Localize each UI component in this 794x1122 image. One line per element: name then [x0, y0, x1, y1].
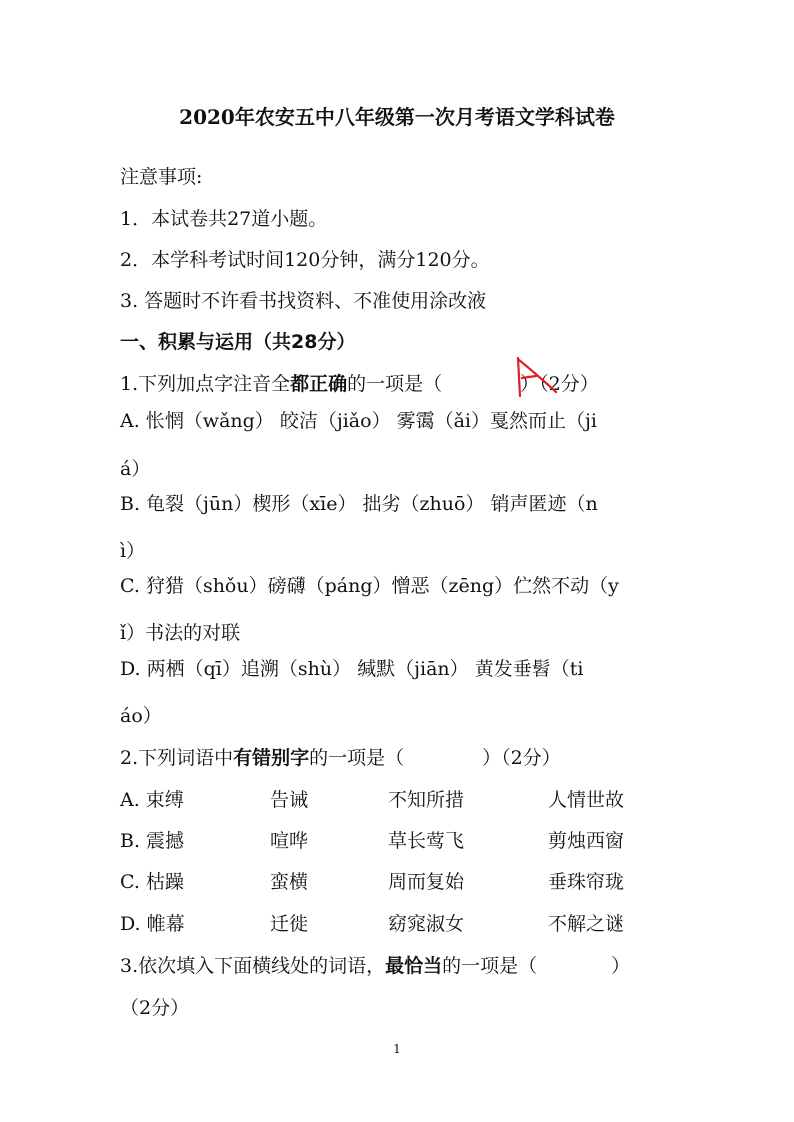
- handwritten-answer-mark: [506, 352, 566, 402]
- q1-option-d-cont: áo）: [120, 705, 162, 727]
- notice-heading: 注意事项:: [120, 166, 203, 188]
- notice-item-3: 3. 答题时不许看书找资料、不准使用涂改液: [120, 290, 487, 312]
- question-1: 1.下列加点字注音全都正确的一项是（ ）（2分）: [120, 373, 599, 395]
- q2-a-1: A. 束缚: [120, 789, 184, 811]
- q2-row-b: [120, 828, 680, 854]
- q1-option-c: C. 狩猎（shǒu）磅礴（páng）憎恶（zēng）伫然不动（y: [120, 575, 619, 597]
- q1-option-b-cont: ì）: [120, 540, 146, 562]
- q2-a-2: 告诫: [270, 789, 309, 811]
- q2-b-4: 剪烛西窗: [548, 830, 625, 852]
- q2-c-1: C. 枯躁: [120, 871, 184, 893]
- q1-option-a-cont: á）: [120, 458, 151, 480]
- q1-option-c-cont: ǐ）书法的对联: [120, 622, 241, 644]
- q2-row-a: [120, 787, 680, 813]
- q2-d-2: 迁徙: [270, 913, 309, 935]
- q2-b-3: 草长莺飞: [388, 830, 465, 852]
- question-3-cont: （2分）: [120, 997, 190, 1019]
- notice-item-1: 1．本试卷共27道小题。: [120, 208, 328, 230]
- q2-a-3: 不知所措: [388, 789, 465, 811]
- q2-d-1: D. 帷幕: [120, 913, 185, 935]
- q2-c-2: 蛮横: [270, 871, 309, 893]
- question-2: 2.下列词语中有错别字的一项是（ ）（2分）: [120, 747, 561, 769]
- notice-item-2: 2．本学科考试时间120分钟，满分120分。: [120, 249, 490, 271]
- q2-c-4: 垂珠帘珑: [548, 871, 625, 893]
- q2-c-3: 周而复始: [388, 871, 465, 893]
- q1-option-b: B. 龟裂（jūn）楔形（xīe） 拙劣（zhuō） 销声匿迹（n: [120, 493, 598, 515]
- q1-option-d: D. 两栖（qī）追溯（shù） 缄默（jiān） 黄发垂髫（ti: [120, 658, 584, 680]
- q2-row-c: [120, 869, 680, 895]
- q2-row-d: [120, 911, 680, 937]
- q1-option-a: A. 怅惘（wǎng） 皎洁（jiǎo） 雾霭（ǎi）戛然而止（ji: [120, 410, 597, 432]
- exam-title: 2020年农安五中八年级第一次月考语文学科试卷: [179, 105, 615, 129]
- q2-a-4: 人情世故: [548, 789, 625, 811]
- question-3: 3.依次填入下面横线处的词语，最恰当的一项是（ ）: [120, 955, 631, 977]
- q2-d-3: 窈窕淑女: [388, 913, 465, 935]
- q2-d-4: 不解之谜: [548, 913, 625, 935]
- page-number: 1: [393, 1042, 401, 1056]
- q2-b-1: B. 震撼: [120, 830, 185, 852]
- q2-b-2: 喧哗: [270, 830, 309, 852]
- section-heading: 一、积累与运用（共28分）: [120, 331, 356, 353]
